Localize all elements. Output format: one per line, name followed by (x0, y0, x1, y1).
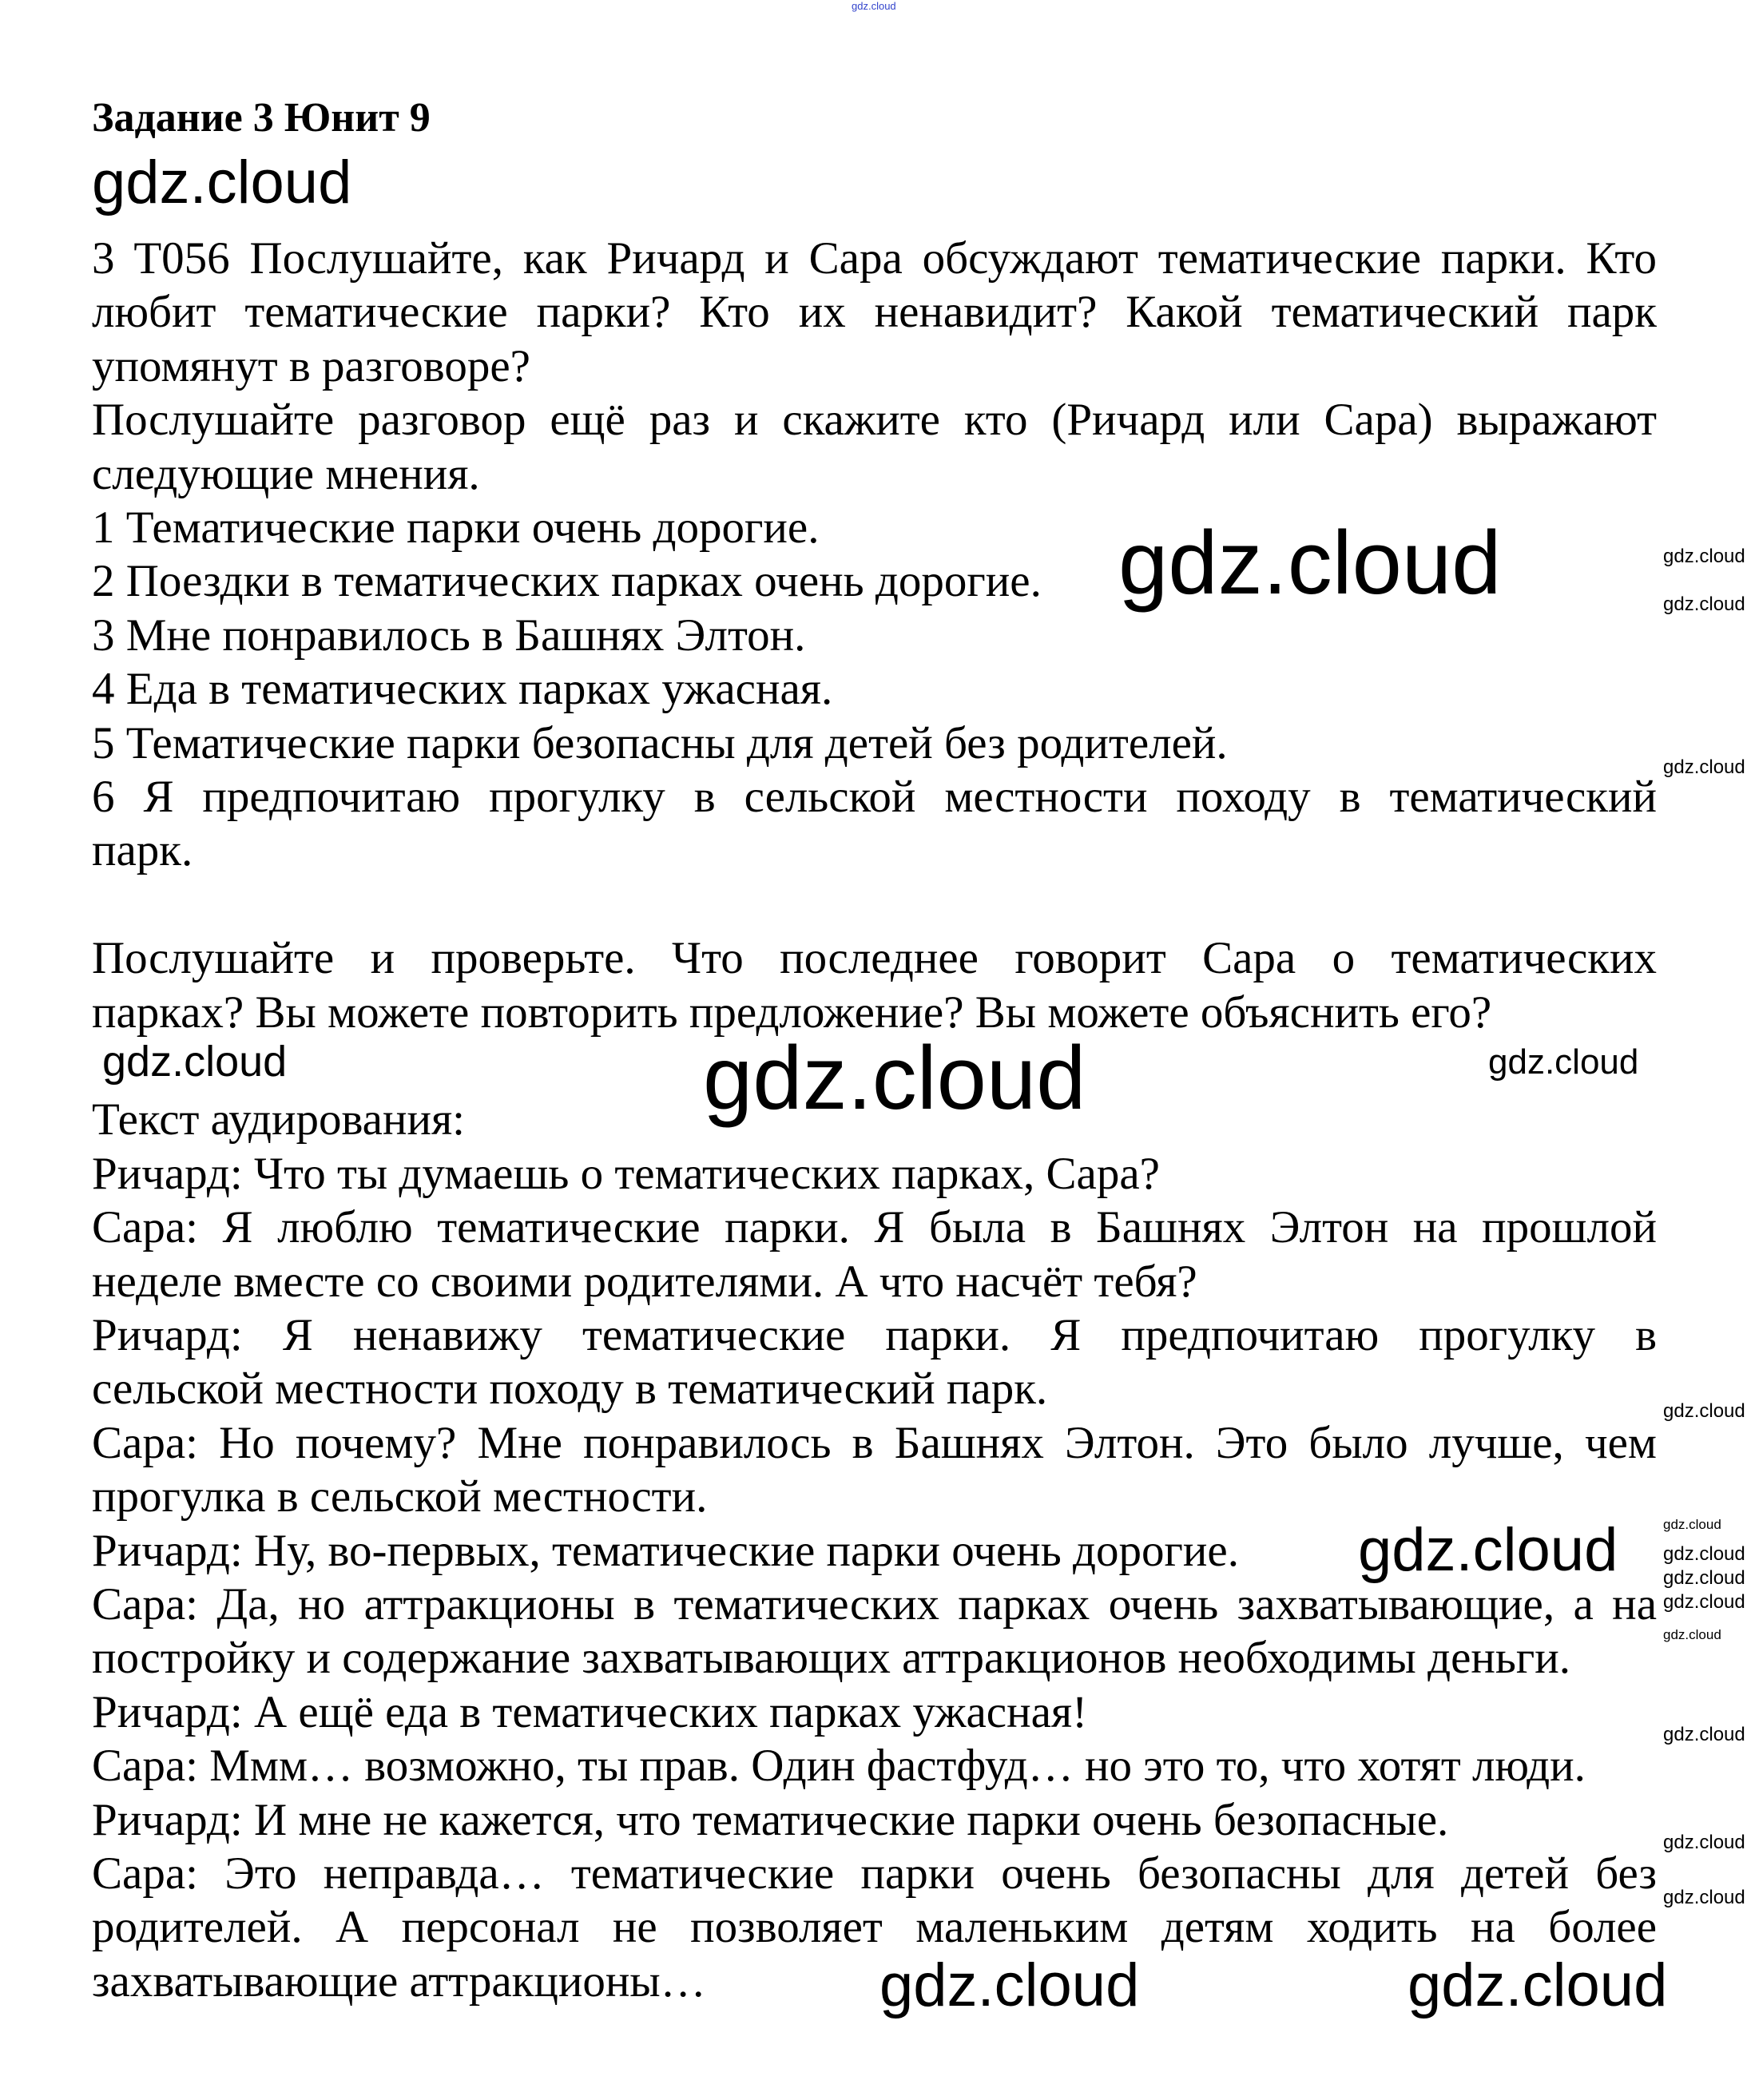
watermark: gdz.cloud (1408, 1951, 1668, 2019)
text-line: захватывающие аттракционы… (92, 1955, 706, 2007)
text-line: Сара: Это неправда… тематические парки очень безопасны для детей без (92, 1848, 1657, 1899)
watermark: gdz.cloud (1663, 756, 1745, 778)
watermark: gdz.cloud (1663, 1591, 1745, 1613)
text-line: Послушайте разговор ещё раз и скажите кто (Ричард или Сара) выражают (92, 395, 1657, 446)
watermark: gdz.cloud (1488, 1042, 1639, 1082)
text-line: парках? Вы можете повторить предложение? Вы можете объяснить его? (92, 986, 1492, 1038)
watermark: gdz.cloud (1663, 1543, 1745, 1565)
text-line: 3 Мне понравилось в Башнях Элтон. (92, 609, 806, 661)
text-line: неделе вместе со своими родителями. А что насчёт тебя? (92, 1256, 1197, 1307)
watermark-top[interactable]: gdz.cloud (852, 0, 896, 12)
watermark: gdz.cloud (1358, 1516, 1618, 1584)
text-line: Сара: Ммм… возможно, ты прав. Один фастфуд… но это то, что хотят люди. (92, 1741, 1586, 1792)
text-line: родителей. А персонал не позволяет маленьким детям ходить на более (92, 1902, 1657, 1953)
watermark: gdz.cloud (1663, 1724, 1745, 1745)
text-line: Текст аудирования: (92, 1094, 466, 1145)
text-line: 6 Я предпочитаю прогулку в сельской местности походу в тематический (92, 772, 1657, 822)
page-title: Задание 3 Юнит 9 (92, 95, 431, 141)
watermark: gdz.cloud (1663, 1567, 1745, 1589)
watermark: gdz.cloud (879, 1951, 1140, 2019)
text-line: Сара: Но почему? Мне понравилось в Башнях Элтон. Это было лучше, чем (92, 1417, 1657, 1468)
watermark: gdz.cloud (1663, 1832, 1745, 1853)
text-line: прогулка в сельской местности. (92, 1471, 708, 1522)
text-line: Ричард: И мне не кажется, что тематические парки очень безопасные. (92, 1794, 1449, 1845)
watermark: gdz.cloud (1663, 593, 1745, 615)
text-line: Ричард: Ну, во-первых, тематические парки очень дорогие. (92, 1525, 1239, 1576)
watermark: gdz.cloud (1663, 1517, 1721, 1532)
watermark: gdz.cloud (1118, 513, 1502, 613)
text-line: 1 Тематические парки очень дорогие. (92, 502, 820, 553)
text-line: 2 Поездки в тематических парках очень дорогие. (92, 556, 1042, 607)
watermark: gdz.cloud (1663, 1400, 1745, 1422)
watermark: gdz.cloud (102, 1038, 288, 1086)
text-line: Послушайте и проверьте. Что последнее говорит Сара о тематических (92, 933, 1657, 984)
text-line: 5 Тематические парки безопасны для детей без родителей. (92, 717, 1228, 768)
text-line: Ричард: Что ты думаешь о тематических парках, Сара? (92, 1148, 1160, 1199)
watermark: gdz.cloud (92, 149, 352, 216)
watermark: gdz.cloud (1663, 546, 1745, 567)
text-line: парк. (92, 825, 193, 876)
text-line: Сара: Да, но аттракционы в тематических парках очень захватывающие, а на (92, 1579, 1657, 1630)
text-line: 4 Еда в тематических парках ужасная. (92, 664, 833, 715)
text-line: Ричард: Я ненавижу тематические парки. Я предпочитаю прогулку в (92, 1310, 1657, 1360)
text-line: любит тематические парки? Кто их ненавидит? Какой тематический парк (92, 287, 1657, 338)
text-line: постройку и содержание захватывающих аттракционов необходимы деньги. (92, 1633, 1570, 1684)
text-line: Сара: Я люблю тематические парки. Я была в Башнях Элтон на прошлой (92, 1202, 1657, 1253)
text-line: следующие мнения. (92, 448, 480, 499)
watermark: gdz.cloud (703, 1028, 1086, 1128)
text-line: Ричард: А ещё еда в тематических парках ужасная! (92, 1686, 1088, 1737)
text-line: 3 T056 Послушайте, как Ричард и Сара обсуждают тематические парки. Кто (92, 233, 1657, 284)
watermark: gdz.cloud (1663, 1887, 1745, 1908)
watermark: gdz.cloud (1663, 1627, 1721, 1642)
text-line: сельской местности походу в тематический парк. (92, 1364, 1048, 1415)
text-line: упомянут в разговоре? (92, 340, 530, 391)
